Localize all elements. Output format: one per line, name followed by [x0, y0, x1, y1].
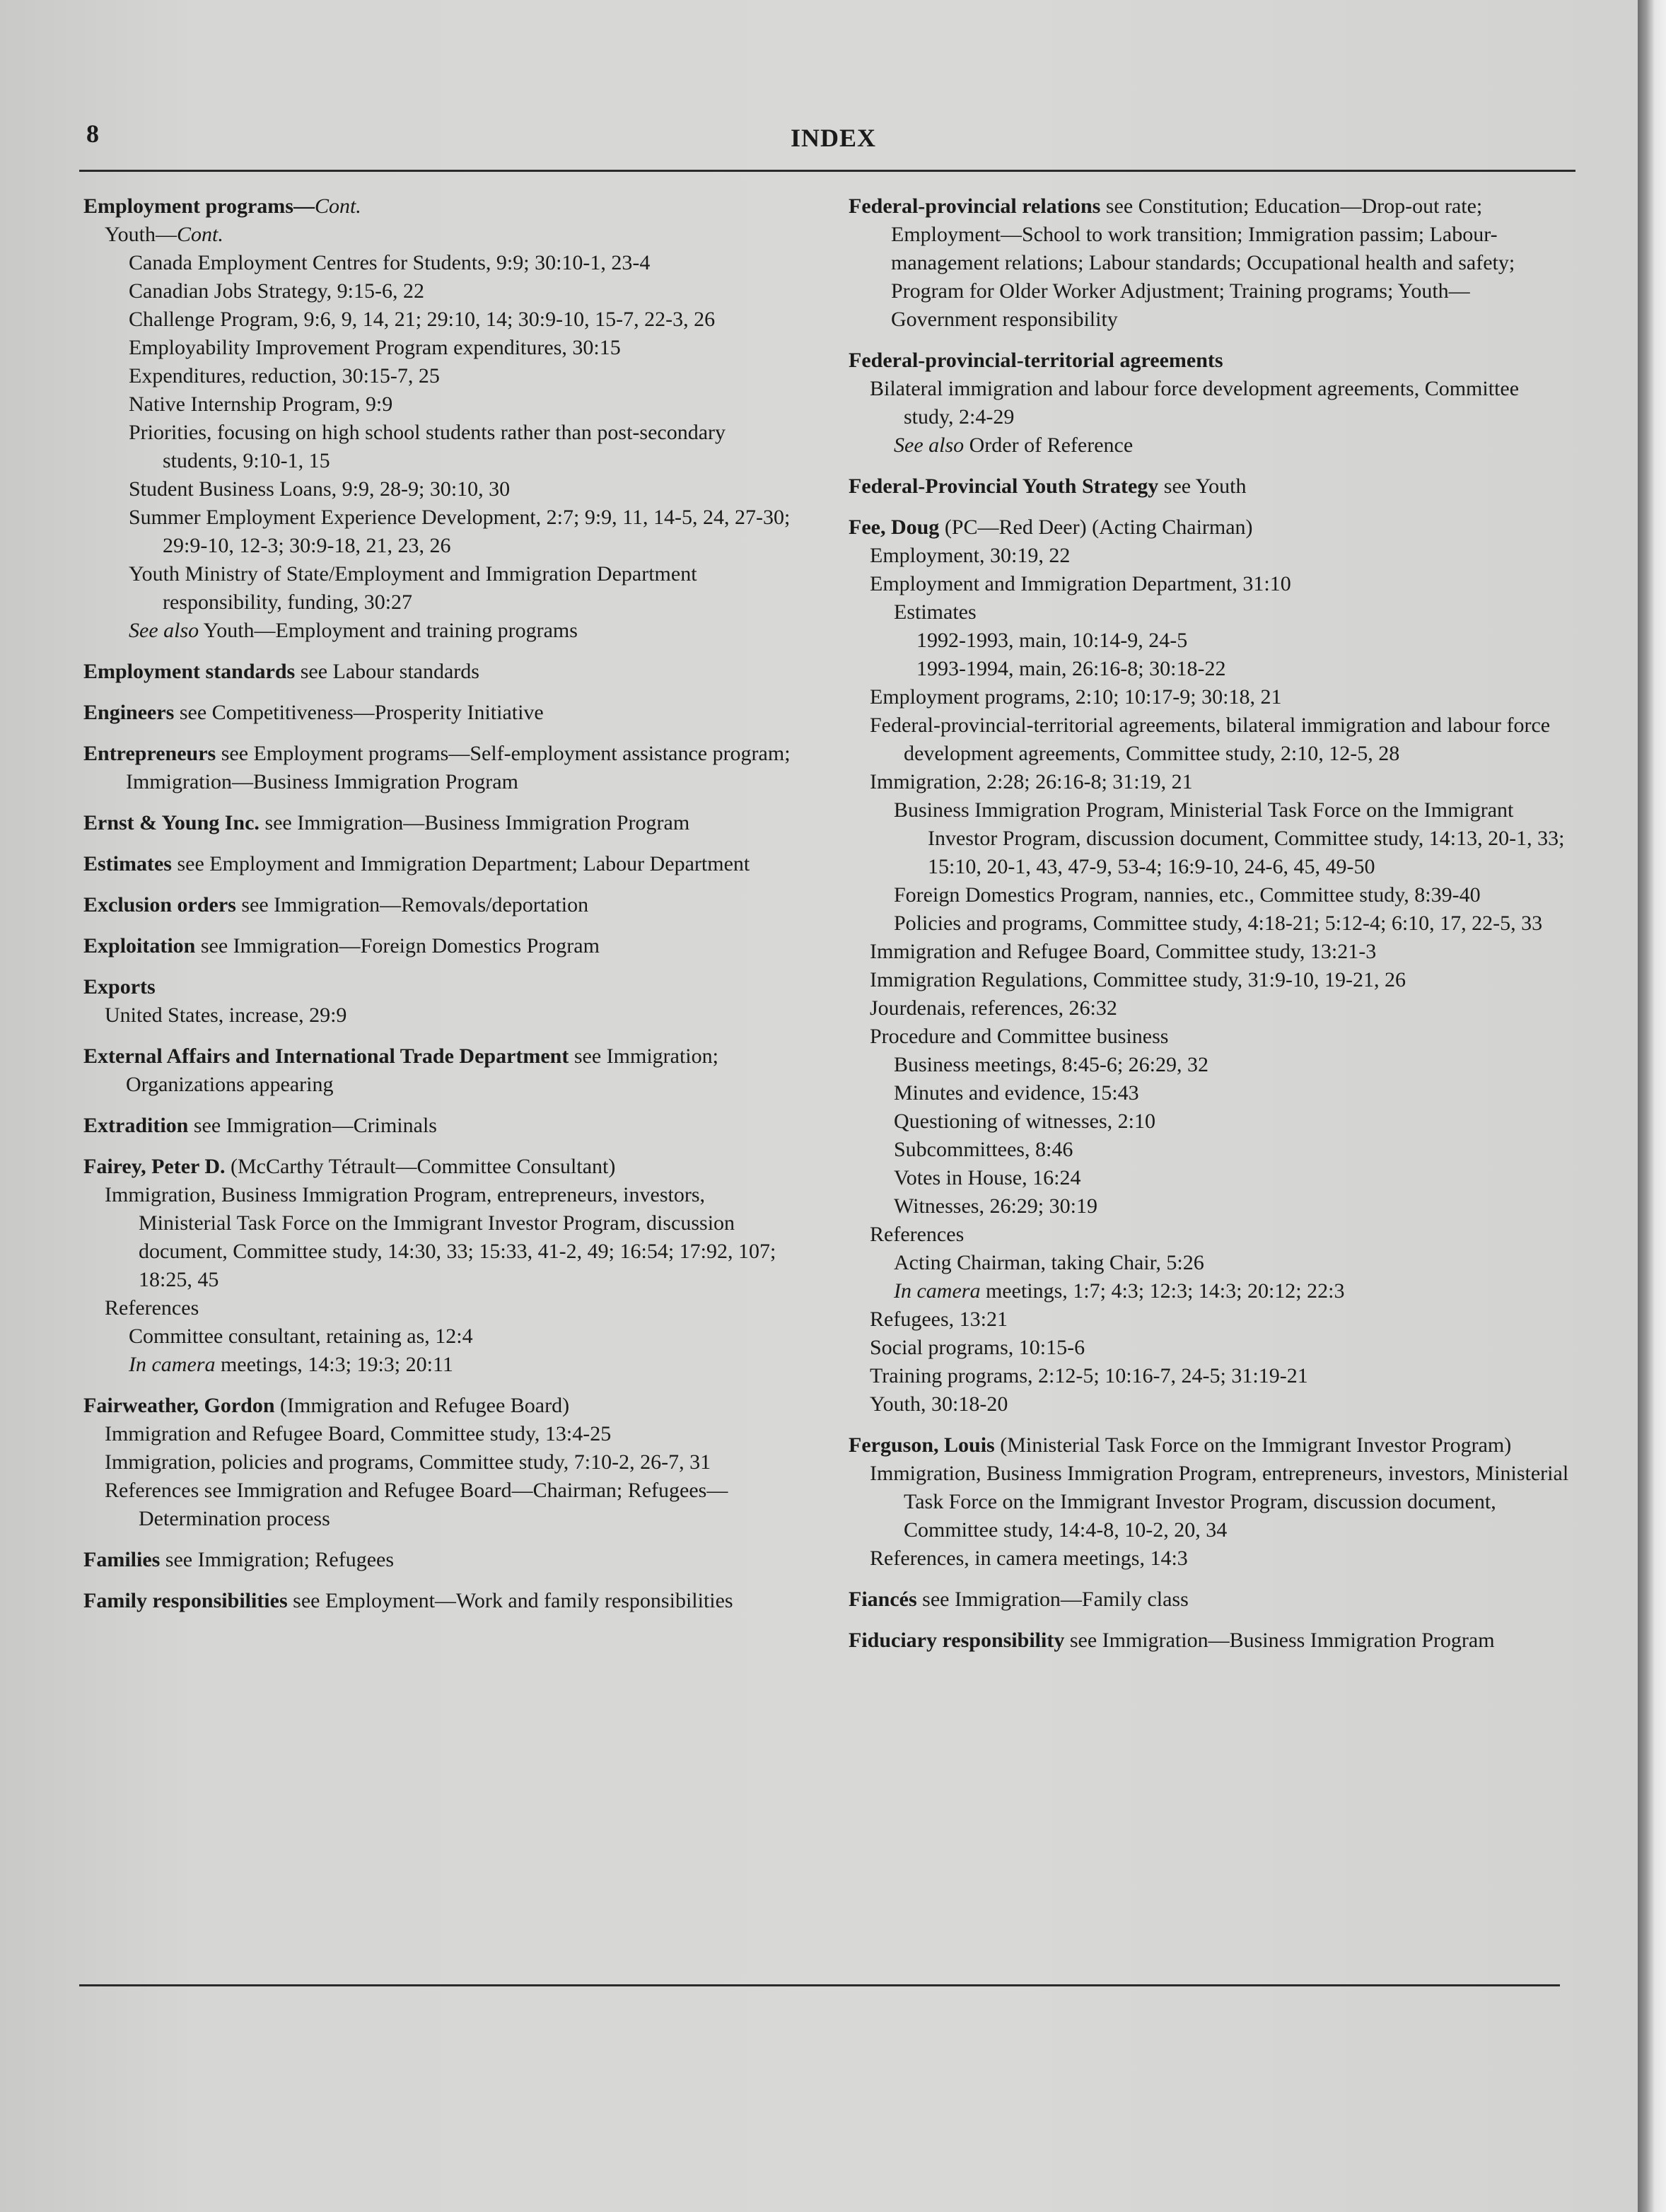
- subentry: [870, 994, 1570, 1023]
- entry-heading-line: [83, 1153, 798, 1181]
- index-entry: [849, 1431, 1570, 1573]
- index-entry: [849, 192, 1570, 334]
- page-number: 8: [86, 120, 99, 148]
- entry-heading-line: [83, 932, 798, 960]
- entry-see-reference: see Immigration—Family class: [916, 1588, 1189, 1611]
- subentry: [870, 1390, 1570, 1419]
- subentry-text: Bilateral immigration and labour force development agreements, Committee study, 2:4-29: [870, 377, 1520, 429]
- entry-heading-line: [849, 1431, 1570, 1460]
- index-entry: [83, 699, 798, 727]
- entry-heading-line: [83, 809, 798, 837]
- entry-see-reference: see Employment programs—Self-employment assistance program; Immigration—Business Immigration Program: [126, 742, 791, 793]
- subentry: [870, 966, 1570, 994]
- subentry-text: Summer Employment Experience Development, 2:7; 9:9, 11, 14-5, 24, 27-30; 29:9-10, 12-3; 30:9-18, 21, 23, 26: [129, 506, 791, 557]
- entry-see-reference: see Immigration—Business Immigration Program: [259, 811, 690, 834]
- subentry: [129, 1351, 798, 1379]
- subentry-italic: In camera: [894, 1279, 981, 1303]
- index-entry: [83, 809, 798, 837]
- subentry-text: Jourdenais, references, 26:32: [870, 996, 1117, 1020]
- subentry: [870, 683, 1570, 711]
- entry-heading-line: [83, 1112, 798, 1140]
- subentry-text: Challenge Program, 9:6, 9, 14, 21; 29:10, 14; 30:9-10, 15-7, 22-3, 26: [129, 308, 716, 331]
- subentry-text: Employment, 30:19, 22: [870, 544, 1071, 567]
- entry-heading: Fee, Doug: [849, 516, 940, 539]
- entry-heading: Employment standards: [83, 660, 296, 683]
- subentry: [129, 362, 798, 390]
- subentry: [870, 1362, 1570, 1390]
- index-entry: [83, 1153, 798, 1379]
- entry-heading-line: [849, 472, 1570, 501]
- subentry: [129, 419, 798, 475]
- subentry-text: Foreign Domestics Program, nannies, etc., Committee study, 8:39-40: [894, 883, 1481, 907]
- subentry: [105, 1477, 798, 1533]
- entry-heading-line: [83, 740, 798, 796]
- subentry-text: Immigration, 2:28; 26:16-8; 31:19, 21: [870, 770, 1193, 793]
- index-entry: [83, 973, 798, 1030]
- entry-see-reference: see Immigration—Criminals: [188, 1114, 437, 1137]
- subentry-text: Immigration, Business Immigration Program, entrepreneurs, investors, Ministerial Task Force on the Immigrant Investor Program, discussion document, Committee study, 14:4-8, 10-2, 20, 34: [870, 1462, 1569, 1542]
- subentry-text: Business meetings, 8:45-6; 26:29, 32: [894, 1053, 1208, 1076]
- subentry: [105, 1420, 798, 1448]
- index-entry: [83, 932, 798, 960]
- subentry-text: Subcommittees, 8:46: [894, 1138, 1073, 1161]
- subentry-text: Employment programs, 2:10; 10:17-9; 30:18, 21: [870, 685, 1282, 709]
- entry-heading: Exploitation: [83, 934, 196, 957]
- index-entry: [849, 1585, 1570, 1614]
- subentry-text: meetings, 1:7; 4:3; 12:3; 14:3; 20:12; 22:3: [980, 1279, 1345, 1303]
- right-column: [849, 192, 1570, 1667]
- subentry: [129, 305, 798, 334]
- entry-heading-line: [849, 347, 1570, 375]
- entry-heading-line: [83, 1392, 798, 1420]
- subentry: [105, 1001, 798, 1030]
- subentry-text: Immigration and Refugee Board, Committee study, 13:21-3: [870, 940, 1377, 963]
- subentry-text: Votes in House, 16:24: [894, 1166, 1081, 1189]
- subentry: [129, 503, 798, 560]
- entry-see-reference: (McCarthy Tétrault—Committee Consultant): [225, 1155, 616, 1178]
- entry-heading: Fairweather, Gordon: [83, 1394, 275, 1417]
- entry-heading: Employment programs: [83, 194, 293, 218]
- subentry: [894, 1249, 1570, 1277]
- subentry-text: References, in camera meetings, 14:3: [870, 1547, 1188, 1570]
- subentry-text: Immigration, policies and programs, Committee study, 7:10-2, 26-7, 31: [105, 1450, 711, 1474]
- subentry-text: Youth Ministry of State/Employment and Immigration Department responsibility, funding, 30:27: [129, 562, 697, 614]
- index-entry: [83, 1546, 798, 1574]
- entry-see-reference: see Immigration; Refugees: [160, 1548, 395, 1571]
- subentry: [894, 909, 1570, 938]
- entry-heading-line: [849, 1585, 1570, 1614]
- subentry: [894, 1051, 1570, 1079]
- entry-heading: Ernst & Young Inc.: [83, 811, 260, 834]
- entry-see-reference: see Immigration—Foreign Domestics Program: [195, 934, 600, 957]
- entry-heading: Fiduciary responsibility: [849, 1629, 1065, 1652]
- subentry-text: Estimates: [894, 600, 977, 624]
- subentry-text: Priorities, focusing on high school students rather than post-secondary students, 9:10-1, 15: [129, 421, 726, 472]
- subentry: [870, 1334, 1570, 1362]
- subentry-text: Business Immigration Program, Ministerial Task Force on the Immigrant Investor Program, discussion document, Committee study, 14:13, 20-1, 33; 15:10, 20-1, 43, 47-9, 53-4; 16:9-10, 24-6, 45, 49-50: [894, 798, 1565, 878]
- entry-heading: External Affairs and International Trade Department: [83, 1044, 569, 1068]
- entry-see-reference: see Labour standards: [295, 660, 479, 683]
- entry-heading: Family responsibilities: [83, 1589, 288, 1612]
- subentry: [870, 1305, 1570, 1334]
- subentry: [129, 390, 798, 419]
- subentry-text: References: [870, 1223, 965, 1246]
- entry-see-reference: (PC—Red Deer) (Acting Chairman): [939, 516, 1253, 539]
- subentry-text: Federal-provincial-territorial agreements, bilateral immigration and labour force development agreements, Committee study, 2:10, 12-5, 28: [870, 714, 1551, 765]
- subentry-text: References see Immigration and Refugee Board—Chairman; Refugees—Determination process: [105, 1479, 728, 1530]
- entry-heading: Exclusion orders: [83, 893, 236, 916]
- subentry: [870, 1460, 1570, 1544]
- subentry-text: 1992-1993, main, 10:14-9, 24-5: [916, 629, 1188, 652]
- subentry: [129, 334, 798, 362]
- entry-heading-line: [849, 1626, 1570, 1655]
- subentry-text: Immigration, Business Immigration Program, entrepreneurs, investors, Ministerial Task Force on the Immigrant Investor Program, discussion document, Committee study, 14:30, 33; 15:33, 41-2, 49; 16:54; 17:92, 107; 18:25, 45: [105, 1183, 776, 1291]
- subentry: [870, 938, 1570, 966]
- subentry: [894, 1192, 1570, 1221]
- subentry-text: Immigration Regulations, Committee study, 31:9-10, 19-21, 26: [870, 968, 1406, 991]
- subentry: [916, 627, 1570, 655]
- subentry-text: Procedure and Committee business: [870, 1025, 1169, 1048]
- subentry-text: Questioning of witnesses, 2:10: [894, 1110, 1155, 1133]
- subentry: [916, 655, 1570, 683]
- subentry-italic: Cont.: [177, 223, 223, 246]
- entry-heading: Federal-Provincial Youth Strategy: [849, 475, 1159, 498]
- subentry-text: Employment and Immigration Department, 31:10: [870, 572, 1291, 595]
- subentry-text: meetings, 14:3; 19:3; 20:11: [215, 1353, 453, 1376]
- subentry: [894, 1277, 1570, 1305]
- running-head: INDEX: [791, 124, 877, 152]
- subentry-text: Training programs, 2:12-5; 10:16-7, 24-5; 31:19-21: [870, 1364, 1308, 1387]
- subentry-text: Employability Improvement Program expenditures, 30:15: [129, 336, 621, 359]
- index-entry: [83, 1392, 798, 1533]
- page-header: [0, 0, 1638, 177]
- entry-heading: Federal-provincial-territorial agreements: [849, 349, 1223, 372]
- entry-heading-line: [83, 1587, 798, 1615]
- subentry: [894, 1164, 1570, 1192]
- subentry-text: Youth—Employment and training programs: [199, 619, 578, 642]
- entry-heading: Ferguson, Louis: [849, 1433, 995, 1457]
- subentry-text: Youth—: [105, 223, 177, 246]
- index-entry: [83, 658, 798, 686]
- entry-heading-line: [849, 192, 1570, 334]
- entry-see-reference: see Immigration—Business Immigration Program: [1064, 1629, 1495, 1652]
- index-entry: [849, 513, 1570, 1419]
- entry-see-reference: see Immigration; Organizations appearing: [126, 1044, 718, 1096]
- index-entry: [849, 472, 1570, 501]
- entry-heading-cont: Cont.: [314, 194, 361, 218]
- subentry: [129, 277, 798, 305]
- subentry: [894, 1079, 1570, 1107]
- entry-see-reference: see Immigration—Removals/deportation: [235, 893, 589, 916]
- subentry: [105, 1181, 798, 1294]
- subentry: [870, 1023, 1570, 1051]
- subentry: [129, 560, 798, 617]
- entry-heading-line: [83, 891, 798, 919]
- subentry: [870, 375, 1570, 431]
- subentry-text: Policies and programs, Committee study, 4:18-21; 5:12-4; 6:10, 17, 22-5, 33: [894, 912, 1543, 935]
- entry-heading: Extradition: [83, 1114, 189, 1137]
- subentry-text: United States, increase, 29:9: [105, 1003, 347, 1027]
- subentry-text: Student Business Loans, 9:9, 28-9; 30:10, 30: [129, 477, 511, 501]
- left-column: [83, 192, 798, 1628]
- entry-heading-line: [849, 513, 1570, 542]
- subentry-text: Native Internship Program, 9:9: [129, 392, 393, 416]
- book-spine-shadow: [1638, 0, 1666, 2212]
- footer-rule: [79, 1984, 1560, 1986]
- subentry-text: Acting Chairman, taking Chair, 5:26: [894, 1251, 1204, 1274]
- subentry: [894, 431, 1570, 460]
- entry-heading: Fairey, Peter D.: [83, 1155, 226, 1178]
- subentry: [894, 1136, 1570, 1164]
- subentry-text: Canadian Jobs Strategy, 9:15-6, 22: [129, 279, 424, 303]
- entry-see-reference: see Competitiveness—Prosperity Initiative: [174, 701, 544, 724]
- entry-see-reference: see Constitution; Education—Drop-out rate; Employment—School to work transition; Immigration passim; Labour-management relations; Labour standards; Occupational health and safety; Program for Older Worker Adjustment; Training programs; Youth—Government responsibility: [891, 194, 1515, 331]
- subentry: [870, 542, 1570, 570]
- entry-see-reference: (Ministerial Task Force on the Immigrant Investor Program): [994, 1433, 1512, 1457]
- index-entry: [83, 740, 798, 796]
- entry-heading-dash: —: [293, 194, 315, 218]
- entry-heading-line: [83, 850, 798, 878]
- index-entry: [83, 192, 798, 645]
- subentry-text: Committee consultant, retaining as, 12:4: [129, 1325, 473, 1348]
- index-entry: [83, 891, 798, 919]
- subentry: [870, 768, 1570, 796]
- entry-heading: Engineers: [83, 701, 175, 724]
- entry-heading: Entrepreneurs: [83, 742, 216, 765]
- subentry: [105, 221, 798, 249]
- subentry: [894, 598, 1570, 627]
- subentry-text: Immigration and Refugee Board, Committee study, 13:4-25: [105, 1422, 612, 1445]
- entry-heading: Estimates: [83, 852, 172, 875]
- subentry: [894, 881, 1570, 909]
- subentry-text: Witnesses, 26:29; 30:19: [894, 1194, 1097, 1218]
- entry-heading-line: [83, 699, 798, 727]
- index-entry: [83, 1042, 798, 1099]
- subentry: [129, 1322, 798, 1351]
- entry-see-reference: see Youth: [1158, 475, 1247, 498]
- index-entry: [83, 850, 798, 878]
- subentry: [894, 796, 1570, 881]
- subentry: [105, 1448, 798, 1477]
- entry-heading: Families: [83, 1548, 161, 1571]
- subentry: [129, 249, 798, 277]
- subentry-italic: See also: [129, 619, 199, 642]
- subentry-italic: See also: [894, 433, 965, 457]
- subentry-text: Order of Reference: [964, 433, 1134, 457]
- entry-heading-line: [83, 192, 798, 221]
- subentry: [129, 475, 798, 503]
- index-entry: [83, 1112, 798, 1140]
- subentry: [870, 1544, 1570, 1573]
- entry-heading: Federal-provincial relations: [849, 194, 1101, 218]
- index-entry: [849, 1626, 1570, 1655]
- entry-heading-line: [83, 658, 798, 686]
- header-rule: [79, 170, 1575, 172]
- subentry: [894, 1107, 1570, 1136]
- subentry-text: Social programs, 10:15-6: [870, 1336, 1085, 1359]
- subentry: [105, 1294, 798, 1322]
- subentry-text: Youth, 30:18-20: [870, 1392, 1008, 1416]
- index-entry: [83, 1587, 798, 1615]
- subentry-italic: In camera: [129, 1353, 216, 1376]
- subentry: [129, 617, 798, 645]
- subentry-text: Expenditures, reduction, 30:15-7, 25: [129, 364, 440, 388]
- entry-heading-line: [83, 1042, 798, 1099]
- index-entry: [849, 347, 1570, 460]
- entry-heading: Fiancés: [849, 1588, 917, 1611]
- entry-heading-line: [83, 1546, 798, 1574]
- subentry: [870, 711, 1570, 768]
- entry-see-reference: see Employment and Immigration Department; Labour Department: [171, 852, 750, 875]
- entry-heading: Exports: [83, 975, 156, 999]
- subentry-text: Minutes and evidence, 15:43: [894, 1081, 1139, 1105]
- subentry: [870, 1221, 1570, 1249]
- subentry-text: Canada Employment Centres for Students, 9:9; 30:10-1, 23-4: [129, 251, 651, 274]
- subentry-text: 1993-1994, main, 26:16-8; 30:18-22: [916, 657, 1226, 680]
- entry-see-reference: (Immigration and Refugee Board): [274, 1394, 570, 1417]
- entry-heading-line: [83, 973, 798, 1001]
- subentry-text: Refugees, 13:21: [870, 1308, 1008, 1331]
- entry-see-reference: see Employment—Work and family responsibilities: [287, 1589, 733, 1612]
- subentry-text: References: [105, 1296, 199, 1320]
- subentry: [870, 570, 1570, 598]
